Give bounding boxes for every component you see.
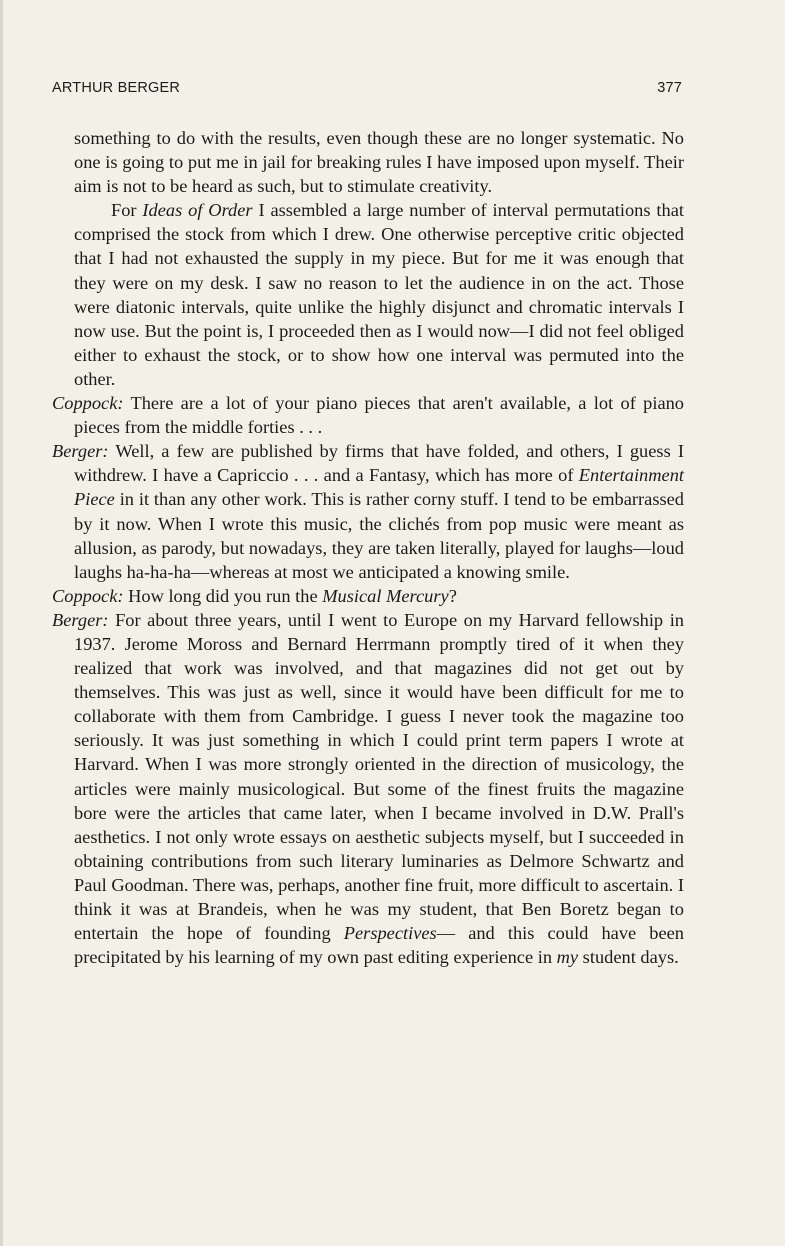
speech-text: There are a lot of your piano pieces that aren't available, a lot of piano pieces from the middle forties . . .	[74, 393, 684, 438]
paragraph-text: something to do with the results, even though these are no longer systematic. No one is going to put me in jail for breaking rules I have imposed upon myself. Their aim is not to be heard as such, but to stimulate creativity.	[74, 128, 684, 197]
speaker-label: Coppock:	[52, 585, 124, 606]
speech-text: How long did you run the	[123, 585, 323, 606]
work-title: Musical Mercury	[322, 585, 449, 606]
speech-text: in it than any other work. This is rather corny stuff. I tend to be embarrassed by it now. When I wrote this music, the clichés from pop music were meant as allusion, as parody, but nowadays, they are taken literally, played for laughs—loud laughs ha-ha-ha—whereas at most we anticipated a knowing smile.	[74, 489, 684, 582]
speaker-label: Berger:	[52, 441, 109, 462]
speech-text: For about three years, until I went to Europe on my Harvard fellowship in 1937. Jerome Moross and Bernard Herrmann promptly tired of it when they realized that work was involved, and that magazines did not get out by themselves. This was just as well, since it would have been difficult for me to collaborate with them from Cambridge. I guess I never took the magazine too seriously. It was just something in which I could print term papers I wrote at Harvard. When I was more strongly oriented in the direction of musicology, the articles were mainly musicological. But some of the finest fruits the magazine bore were the articles that came later, when I became involved in D.W. Prall's aesthetics. I not only wrote essays on aesthetic subjects myself, but I succeeded in obtaining contributions from such literary luminaries as Delmore Schwartz and Paul Goodman. There was, perhaps, another fine fruit, more difficult to ascertain. I think it was at Brandeis, when he was my student, that Ben Boretz began to entertain the hope of founding	[74, 609, 684, 944]
speech-text: student days.	[578, 947, 679, 968]
speech-berger	[52, 439, 684, 584]
paragraph-continuation	[52, 126, 684, 198]
speech-coppock	[52, 584, 684, 608]
text-run: For	[111, 200, 143, 221]
speech-text: ?	[448, 585, 457, 606]
speaker-label: Berger:	[52, 609, 109, 630]
work-title: Ideas of Order	[142, 200, 253, 221]
paragraph-ideas-of-order	[52, 198, 684, 391]
page-edge	[0, 0, 3, 1246]
speech-berger	[52, 608, 684, 969]
emphasis: my	[556, 947, 579, 968]
text-run: I assembled a large number of interval permutations that comprised the stock from which I drew. One otherwise perceptive critic objected that I had not exhausted the supply in my piece. But for me it was enough that they were on my desk. I saw no reason to let the audience in on the act. Those were diatonic intervals, quite unlike the highly disjunct and chromatic intervals I now use. But the point is, I proceeded then as I would now—I did not feel obliged either to exhaust the stock, or to show how one interval was permuted into the other.	[74, 200, 684, 389]
speech-text: Well, a few are published by firms that have folded, and others, I guess I withdrew. I have a Capriccio . . . and a Fantasy, which has more of	[74, 441, 684, 486]
speaker-label: Coppock:	[52, 393, 124, 414]
work-title: Perspectives	[343, 923, 437, 944]
work-title: Entertainment Piece	[74, 465, 684, 510]
speech-coppock	[52, 391, 684, 439]
body-text	[52, 126, 684, 969]
speech-text: — and this could have been precipitated by his learning of my own past editing experience in	[74, 923, 684, 968]
running-head-title: ARTHUR BERGER	[52, 80, 181, 96]
running-header	[52, 80, 682, 96]
page-number: 377	[657, 80, 682, 96]
